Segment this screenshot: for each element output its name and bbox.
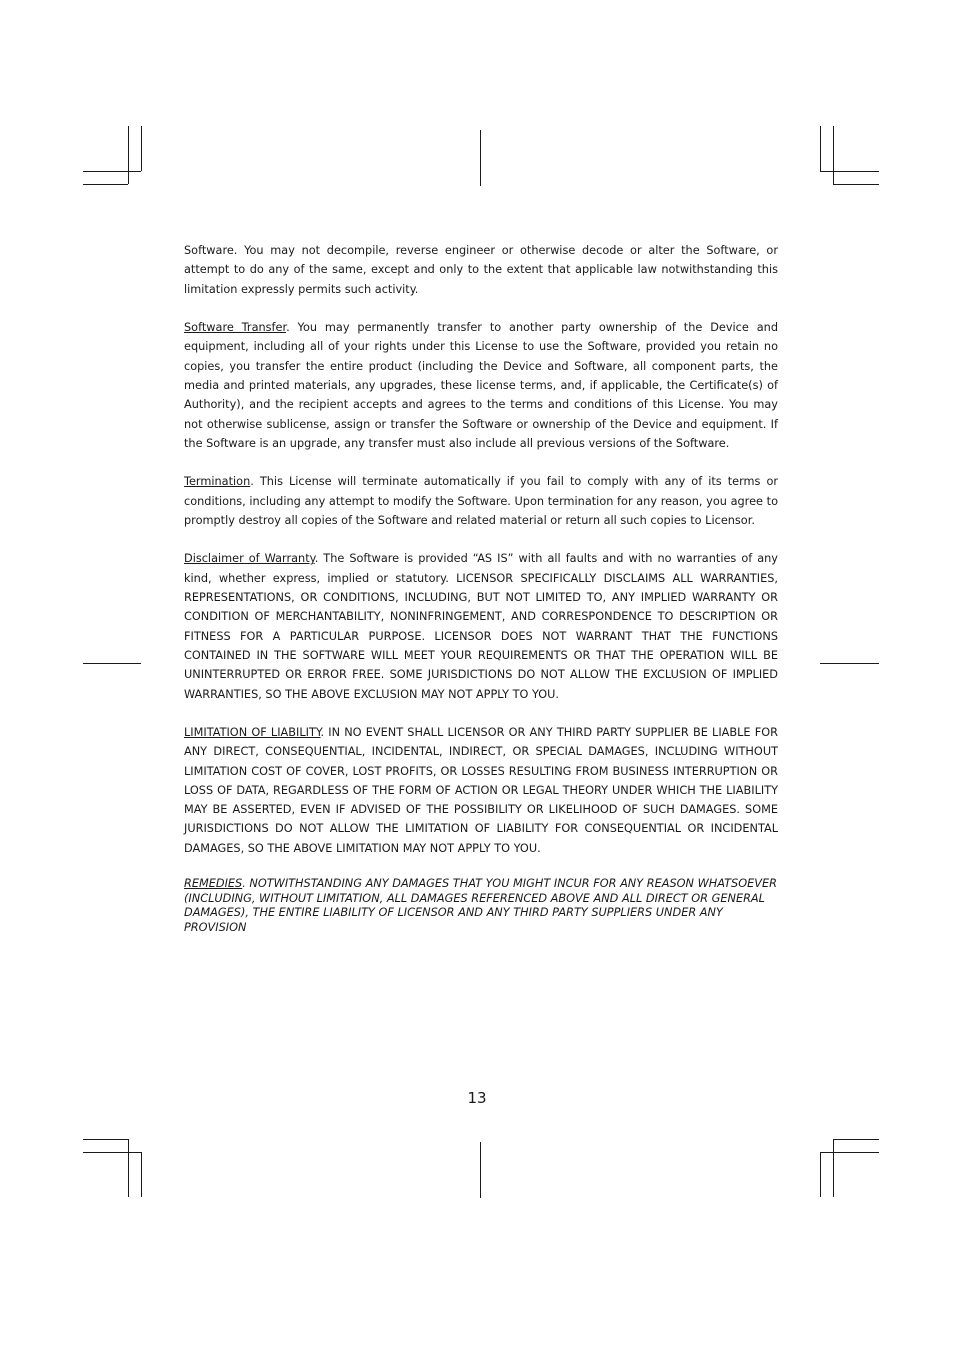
crop-mark-top-center — [480, 130, 481, 186]
crop-mark-top-right-h1 — [820, 171, 879, 172]
crop-mark-bottom-right-v1 — [820, 1152, 821, 1197]
paragraph-remedies — [184, 877, 778, 935]
crop-mark-top-left-v2 — [141, 126, 142, 171]
section-heading: LIMITATION OF LIABILITY — [184, 725, 321, 739]
crop-mark-middle-right — [820, 663, 879, 664]
section-heading: REMEDIES — [184, 877, 243, 891]
crop-mark-bottom-left-v1 — [128, 1139, 129, 1197]
crop-mark-top-left-h1 — [83, 171, 141, 172]
crop-mark-top-left-h2 — [83, 184, 128, 185]
crop-mark-top-right-h2 — [833, 184, 879, 185]
paragraph-termination — [184, 472, 778, 530]
crop-mark-bottom-center — [480, 1142, 481, 1198]
section-heading: Software Transfer — [184, 321, 287, 335]
page-number: 13 — [467, 1089, 487, 1107]
paragraph-text: . You may permanently transfer to another party ownership of the Device and equipment, including all of your rights under this License to use the Software, provided you retain no copies, you transfer the entire product (including the Device and Software, all component parts, the media and printed materials, any upgrades, these license terms, and, if applicable, the Certificate(s) of Authority), and the recipient accepts and agrees to the terms and conditions of this License. You may not otherwise sublicense, assign or transfer the Software or ownership of the Device and equipment. If the Software is an upgrade, any transfer must also include all previous versions of the Software. — [184, 321, 778, 450]
crop-mark-top-left-v1 — [128, 126, 129, 184]
crop-mark-top-right-v1 — [820, 126, 821, 171]
section-heading: Disclaimer of Warranty — [184, 552, 315, 566]
paragraph-text: Software. You may not decompile, reverse engineer or otherwise decode or alter the Software, or attempt to do any of the same, except and only to the extent that applicable law notwithstanding this limitation expressly permits such activity. — [184, 244, 778, 296]
paragraph-limitation-of-liability — [184, 723, 778, 858]
paragraph-software-transfer — [184, 318, 778, 453]
paragraph-text: . IN NO EVENT SHALL LICENSOR OR ANY THIRD PARTY SUPPLIER BE LIABLE FOR ANY DIRECT, CONSEQUENTIAL, INCIDENTAL, INDIRECT, OR SPECIAL DAMAGES, INCLUDING WITHOUT LIMITATION COST OF COVER, LOST PROFITS, OR LOSSES RESULTING FROM BUSINESS INTERRUPTION OR LOSS OF DATA, REGARDLESS OF THE FORM OF ACTION OR LEGAL THEORY UNDER WHICH THE LIABILITY MAY BE ASSERTED, EVEN IF ADVISED OF THE POSSIBILITY OR LIKELIHOOD OF SUCH DAMAGES. SOME JURISDICTIONS DO NOT ALLOW THE LIMITATION OF LIABILITY FOR CONSEQUENTIAL OR INCIDENTAL DAMAGES, SO THE ABOVE LIMITATION MAY NOT APPLY TO YOU. — [184, 725, 778, 855]
crop-mark-bottom-left-v2 — [141, 1152, 142, 1197]
crop-mark-middle-left — [83, 663, 141, 664]
paragraph-text: . NOTWITHSTANDING ANY DAMAGES THAT YOU MIGHT INCUR FOR ANY REASON WHATSOEVER (INCLUDING, WITHOUT LIMITATION, ALL DAMAGES REFERENCED ABOVE AND ALL DIRECT OR GENERAL DAMAGES), THE ENTIRE LIABILITY OF LICENSOR AND ANY THIRD PARTY SUPPLIERS UNDER ANY PROVISION — [184, 877, 777, 934]
crop-mark-bottom-left-h2 — [83, 1152, 141, 1153]
paragraph-text: . The Software is provided “AS IS” with all faults and with no warranties of any kind, whether express, implied or statutory. LICENSOR SPECIFICALLY DISCLAIMS ALL WARRANTIES, REPRESENTATIONS, OR CONDITIONS, INCLUDING, BUT NOT LIMITED TO, ANY IMPLIED WARRANTY OR CONDITION OF MERCHANTABILITY, NONINFRINGEMENT, AND CORRESPONDENCE TO DESCRIPTION OR FITNESS FOR A PARTICULAR PURPOSE. LICENSOR DOES NOT WARRANT THAT THE FUNCTIONS CONTAINED IN THE SOFTWARE WILL MEET YOUR REQUIREMENTS OR THAT THE OPERATION WILL BE UNINTERRUPTED OR ERROR FREE. SOME JURISDICTIONS DO NOT ALLOW THE EXCLUSION OF IMPLIED WARRANTIES, SO THE ABOVE EXCLUSION MAY NOT APPLY TO YOU. — [184, 552, 778, 701]
crop-mark-bottom-right-h1 — [833, 1139, 879, 1140]
paragraph-text: . This License will terminate automatically if you fail to comply with any of its terms or conditions, including any attempt to modify the Software. Upon termination for any reason, you agree to promptly destroy all copies of the Software and related material or return all such copies to Licensor. — [184, 475, 778, 527]
license-text — [184, 241, 778, 954]
section-heading: Termination — [184, 475, 251, 489]
paragraph-software-restrictions — [184, 241, 778, 299]
crop-mark-top-right-v2 — [833, 126, 834, 184]
crop-mark-bottom-left-h1 — [83, 1139, 128, 1140]
paragraph-disclaimer-of-warranty — [184, 549, 778, 703]
crop-mark-bottom-right-v2 — [833, 1139, 834, 1197]
crop-mark-bottom-right-h2 — [820, 1152, 879, 1153]
